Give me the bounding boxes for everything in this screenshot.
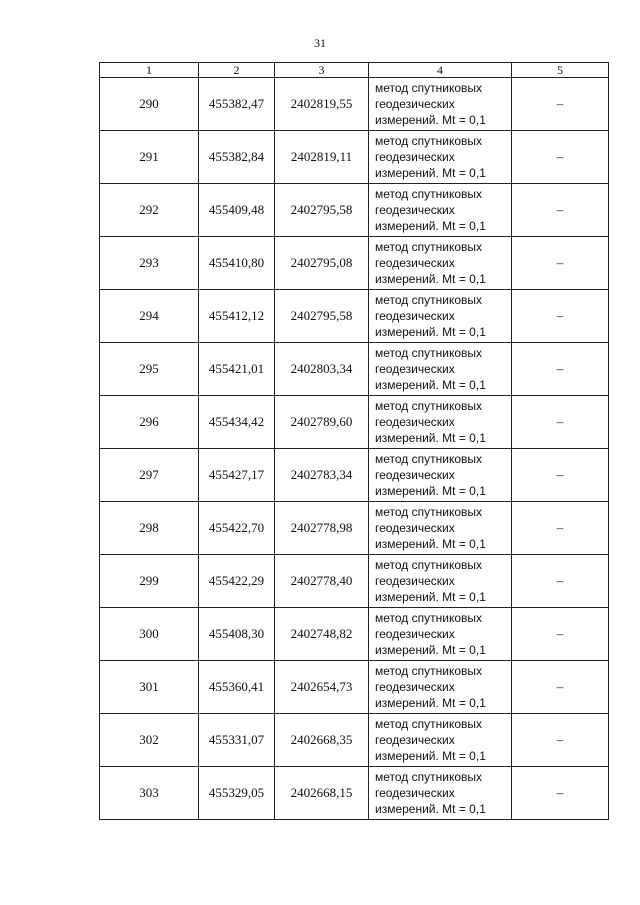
method-cell bbox=[369, 78, 512, 131]
method-line: метод спутниковых bbox=[375, 81, 483, 95]
method-line: измерений. Mt = 0,1 bbox=[375, 537, 486, 551]
point-number-cell: 301 bbox=[100, 661, 199, 714]
method-line: геодезических bbox=[375, 521, 455, 535]
coordinate-x-cell: 455421,01 bbox=[199, 343, 275, 396]
note-cell: – bbox=[512, 714, 609, 767]
point-number-cell: 291 bbox=[100, 131, 199, 184]
point-number-cell: 290 bbox=[100, 78, 199, 131]
note-cell: – bbox=[512, 237, 609, 290]
coordinate-y-cell: 2402795,58 bbox=[275, 290, 369, 343]
header-col-4: 4 bbox=[369, 63, 512, 78]
table-row bbox=[100, 343, 609, 396]
coordinate-y-cell: 2402789,60 bbox=[275, 396, 369, 449]
note-cell: – bbox=[512, 502, 609, 555]
point-number-cell: 292 bbox=[100, 184, 199, 237]
method-line: измерений. Mt = 0,1 bbox=[375, 113, 486, 127]
method-line: измерений. Mt = 0,1 bbox=[375, 484, 486, 498]
method-line: геодезических bbox=[375, 415, 455, 429]
method-cell bbox=[369, 237, 512, 290]
method-cell bbox=[369, 767, 512, 820]
method-line: измерений. Mt = 0,1 bbox=[375, 749, 486, 763]
coordinate-y-cell: 2402819,11 bbox=[275, 131, 369, 184]
coordinates-table bbox=[99, 62, 609, 820]
method-line: геодезических bbox=[375, 256, 455, 270]
method-cell bbox=[369, 555, 512, 608]
method-line: измерений. Mt = 0,1 bbox=[375, 219, 486, 233]
method-line: метод спутниковых bbox=[375, 134, 483, 148]
method-line: измерений. Mt = 0,1 bbox=[375, 643, 486, 657]
method-line: геодезических bbox=[375, 733, 455, 747]
method-line: метод спутниковых bbox=[375, 505, 483, 519]
method-cell bbox=[369, 396, 512, 449]
header-col-3: 3 bbox=[275, 63, 369, 78]
method-line: измерений. Mt = 0,1 bbox=[375, 166, 486, 180]
coordinate-x-cell: 455410,80 bbox=[199, 237, 275, 290]
method-line: метод спутниковых bbox=[375, 240, 483, 254]
coordinate-y-cell: 2402803,34 bbox=[275, 343, 369, 396]
coordinate-y-cell: 2402795,08 bbox=[275, 237, 369, 290]
method-cell bbox=[369, 290, 512, 343]
method-line: геодезических bbox=[375, 309, 455, 323]
point-number-cell: 294 bbox=[100, 290, 199, 343]
method-line: метод спутниковых bbox=[375, 664, 483, 678]
coordinate-x-cell: 455382,84 bbox=[199, 131, 275, 184]
note-cell: – bbox=[512, 767, 609, 820]
method-line: измерений. Mt = 0,1 bbox=[375, 272, 486, 286]
point-number-cell: 295 bbox=[100, 343, 199, 396]
method-cell bbox=[369, 343, 512, 396]
coordinate-y-cell: 2402795,58 bbox=[275, 184, 369, 237]
coordinate-y-cell: 2402778,40 bbox=[275, 555, 369, 608]
point-number-cell: 297 bbox=[100, 449, 199, 502]
coordinate-y-cell: 2402778,98 bbox=[275, 502, 369, 555]
note-cell: – bbox=[512, 608, 609, 661]
point-number-cell: 300 bbox=[100, 608, 199, 661]
point-number-cell: 303 bbox=[100, 767, 199, 820]
method-cell bbox=[369, 714, 512, 767]
method-line: геодезических bbox=[375, 627, 455, 641]
method-line: метод спутниковых bbox=[375, 717, 483, 731]
method-line: метод спутниковых bbox=[375, 452, 483, 466]
method-line: геодезических bbox=[375, 786, 455, 800]
method-line: геодезических bbox=[375, 97, 455, 111]
method-line: геодезических bbox=[375, 680, 455, 694]
method-line: геодезических bbox=[375, 574, 455, 588]
coordinate-x-cell: 455434,42 bbox=[199, 396, 275, 449]
method-cell bbox=[369, 661, 512, 714]
coordinate-y-cell: 2402668,15 bbox=[275, 767, 369, 820]
table-row bbox=[100, 714, 609, 767]
note-cell: – bbox=[512, 449, 609, 502]
table-row bbox=[100, 502, 609, 555]
table-row bbox=[100, 396, 609, 449]
method-line: геодезических bbox=[375, 203, 455, 217]
method-line: геодезических bbox=[375, 468, 455, 482]
table-row bbox=[100, 78, 609, 131]
method-cell bbox=[369, 608, 512, 661]
coordinate-y-cell: 2402668,35 bbox=[275, 714, 369, 767]
method-line: метод спутниковых bbox=[375, 187, 483, 201]
coordinate-y-cell: 2402783,34 bbox=[275, 449, 369, 502]
coordinate-x-cell: 455382,47 bbox=[199, 78, 275, 131]
method-cell bbox=[369, 502, 512, 555]
table-row bbox=[100, 661, 609, 714]
table-row bbox=[100, 184, 609, 237]
method-cell bbox=[369, 131, 512, 184]
header-col-5: 5 bbox=[512, 63, 609, 78]
note-cell: – bbox=[512, 131, 609, 184]
note-cell: – bbox=[512, 184, 609, 237]
method-line: измерений. Mt = 0,1 bbox=[375, 325, 486, 339]
note-cell: – bbox=[512, 661, 609, 714]
method-line: измерений. Mt = 0,1 bbox=[375, 590, 486, 604]
table-header-row bbox=[100, 63, 609, 78]
method-cell bbox=[369, 449, 512, 502]
point-number-cell: 296 bbox=[100, 396, 199, 449]
point-number-cell: 299 bbox=[100, 555, 199, 608]
table-row bbox=[100, 290, 609, 343]
note-cell: – bbox=[512, 343, 609, 396]
method-line: измерений. Mt = 0,1 bbox=[375, 802, 486, 816]
method-line: метод спутниковых bbox=[375, 611, 483, 625]
method-line: метод спутниковых bbox=[375, 293, 483, 307]
method-line: измерений. Mt = 0,1 bbox=[375, 431, 486, 445]
coordinate-x-cell: 455331,07 bbox=[199, 714, 275, 767]
note-cell: – bbox=[512, 555, 609, 608]
point-number-cell: 302 bbox=[100, 714, 199, 767]
method-line: метод спутниковых bbox=[375, 558, 483, 572]
method-line: метод спутниковых bbox=[375, 399, 483, 413]
coordinate-x-cell: 455412,12 bbox=[199, 290, 275, 343]
note-cell: – bbox=[512, 396, 609, 449]
note-cell: – bbox=[512, 78, 609, 131]
table-row bbox=[100, 237, 609, 290]
header-col-1: 1 bbox=[100, 63, 199, 78]
table-body bbox=[100, 78, 609, 820]
coordinate-x-cell: 455329,05 bbox=[199, 767, 275, 820]
coordinate-y-cell: 2402654,73 bbox=[275, 661, 369, 714]
point-number-cell: 293 bbox=[100, 237, 199, 290]
method-line: геодезических bbox=[375, 362, 455, 376]
table-row bbox=[100, 555, 609, 608]
header-col-2: 2 bbox=[199, 63, 275, 78]
coordinate-y-cell: 2402748,82 bbox=[275, 608, 369, 661]
table-row bbox=[100, 608, 609, 661]
method-line: измерений. Mt = 0,1 bbox=[375, 378, 486, 392]
point-number-cell: 298 bbox=[100, 502, 199, 555]
coordinate-x-cell: 455427,17 bbox=[199, 449, 275, 502]
coordinate-x-cell: 455422,29 bbox=[199, 555, 275, 608]
method-line: метод спутниковых bbox=[375, 770, 483, 784]
note-cell: – bbox=[512, 290, 609, 343]
table-row bbox=[100, 767, 609, 820]
coordinate-y-cell: 2402819,55 bbox=[275, 78, 369, 131]
method-line: измерений. Mt = 0,1 bbox=[375, 696, 486, 710]
table-row bbox=[100, 131, 609, 184]
page-number: 31 bbox=[314, 36, 326, 50]
coordinate-x-cell: 455360,41 bbox=[199, 661, 275, 714]
table-row bbox=[100, 449, 609, 502]
coordinate-x-cell: 455409,48 bbox=[199, 184, 275, 237]
method-cell bbox=[369, 184, 512, 237]
method-line: метод спутниковых bbox=[375, 346, 483, 360]
method-line: геодезических bbox=[375, 150, 455, 164]
coordinate-x-cell: 455422,70 bbox=[199, 502, 275, 555]
coordinate-x-cell: 455408,30 bbox=[199, 608, 275, 661]
